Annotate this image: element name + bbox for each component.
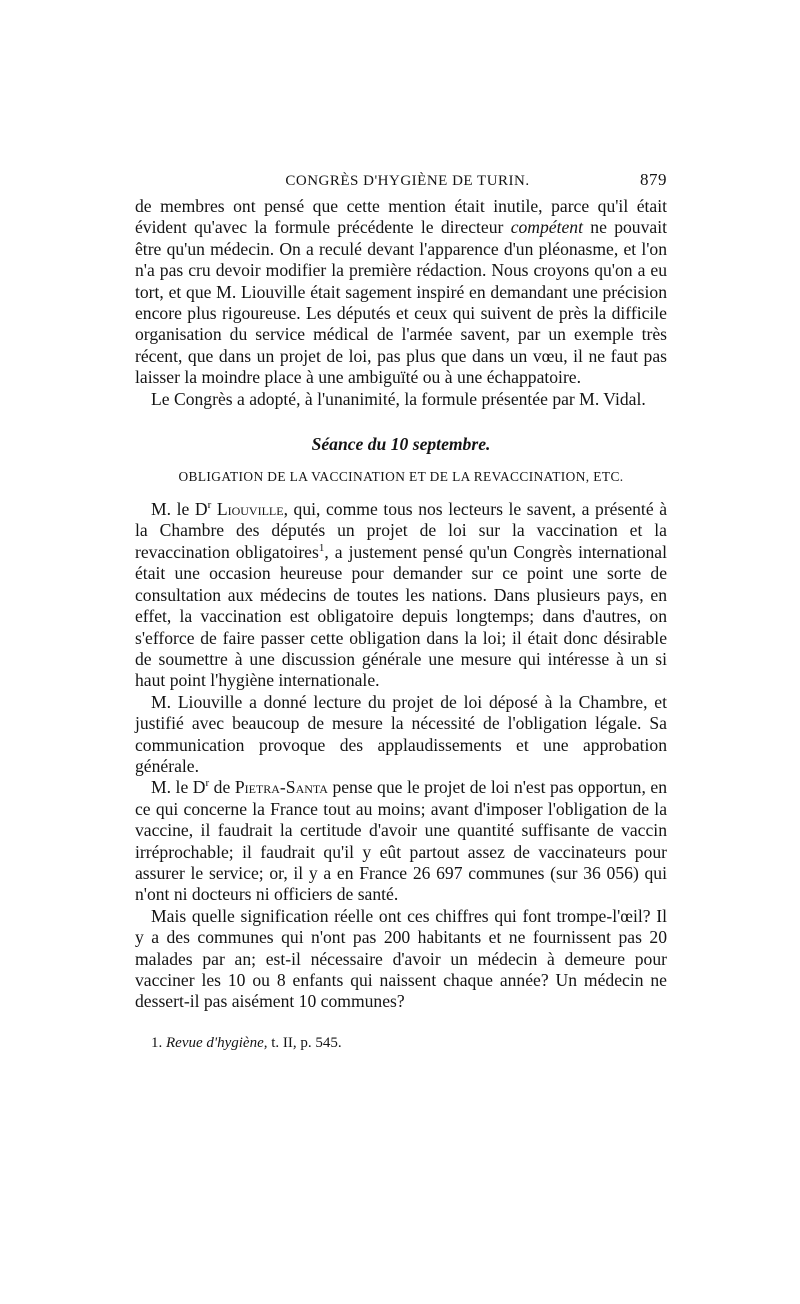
page-number: 879 (640, 170, 667, 189)
text-run: , a justement pensé qu'un Congrès international était une occasion heureuse pour demander sur ce point une sorte de consultation aux médecins de toutes les nations. Dans plusieurs pays, en effet, la vaccination est obligatoire depuis longtemps; dans d'autres, on s'efforce de faire passer cette obligation dans la loi; il était donc désirable de soumettre à une discussion générale une mesure qui intéresse à un si haut point l'hygiène internationale. (135, 541, 668, 691)
paragraph-pietra-santa (135, 777, 667, 905)
footnote-source: Revue d'hygiène (166, 1034, 264, 1051)
text-run: ne pouvait être qu'un médecin. On a reculé devant l'apparence d'un pléonasme, et l'on n'a pas cru devoir modifier la première rédaction. Nous croyons qu'on a eu tort, et que M. Liouville était sagement inspiré en demandant une précision encore plus rigoureuse. Les députés et ceux qui suivent de près la difficile organisation du service médical de l'armée savent, par un exemple très récent, que dans un projet de loi, pas plus que dans un vœu, il ne faut pas laisser la moindre place à une ambiguïté ou à une échappatoire. (135, 217, 667, 388)
superscript: r (207, 499, 212, 512)
superscript: r (205, 777, 210, 790)
text-run: , qui, comme tous nos lecteurs le savent, a présenté à la Chambre des députés un projet de loi sur la vaccination et la revaccination obligatoires (135, 499, 668, 562)
running-title: CONGRÈS D'HYGIÈNE DE TURIN. (285, 173, 530, 189)
footnote-reference: 1 (318, 542, 325, 555)
footnote-details: , t. II, p. 545. (263, 1034, 342, 1051)
section-subheading: OBLIGATION DE LA VACCINATION ET DE LA REVACCINATION, ETC. (178, 469, 624, 485)
running-header (135, 170, 667, 196)
paragraph-communes: Mais quelle signification réelle ont ces chiffres qui font trompe-l'œil? Il y a des communes qui n'ont pas 200 habitants et ne fournissent pas 20 malades par an; est-il nécessaire d'avoir un médecin à demeure pour vacciner les 10 ou 8 enfants qui naissent chaque année? Un médecin ne dessert-il pas aisément 10 communes? (135, 905, 667, 1012)
paragraph-lecture: M. Liouville a donné lecture du projet de loi déposé à la Chambre, et justifié avec beaucoup de mesure la nécessité de l'obligation légale. Sa communication provoque des applaudissements et une approbation générale. (135, 691, 667, 776)
paragraph-adoption: Le Congrès a adopté, à l'unanimité, la formule présentée par M. Vidal. (151, 388, 646, 409)
text-run: de (209, 777, 235, 798)
text-run: pense que le projet de loi n'est pas opportun, en ce qui concerne la France tout au moins; avant d'imposer l'obligation de la vaccine, il faudrait la certitude d'avoir une quantité suffisante de vaccin irréprochable; il faudrait qu'il y eût partout assez de vaccinateurs pour assurer le service; or, il y a en France 26 697 communes (sur 36 056) qui n'ont ni docteurs ni officiers de santé. (135, 777, 667, 905)
person-name: Pietra-Santa (234, 777, 328, 798)
book-page (135, 170, 667, 1052)
footnote-number: 1. (151, 1034, 163, 1051)
footnote (135, 1035, 667, 1052)
section-title: Séance du 10 septembre. (311, 434, 491, 455)
paragraph-continuation (135, 196, 667, 389)
person-name: Liouville (216, 499, 284, 520)
emphasis-word: compétent (510, 217, 583, 238)
paragraph-liouville (135, 499, 667, 692)
text-run: de membres ont pensé que cette mention était inutile, parce qu'il était évident qu'avec la formule précédente le directeur (135, 196, 667, 238)
text-run: M. le D (151, 777, 206, 798)
text-run: M. le D (151, 499, 208, 520)
